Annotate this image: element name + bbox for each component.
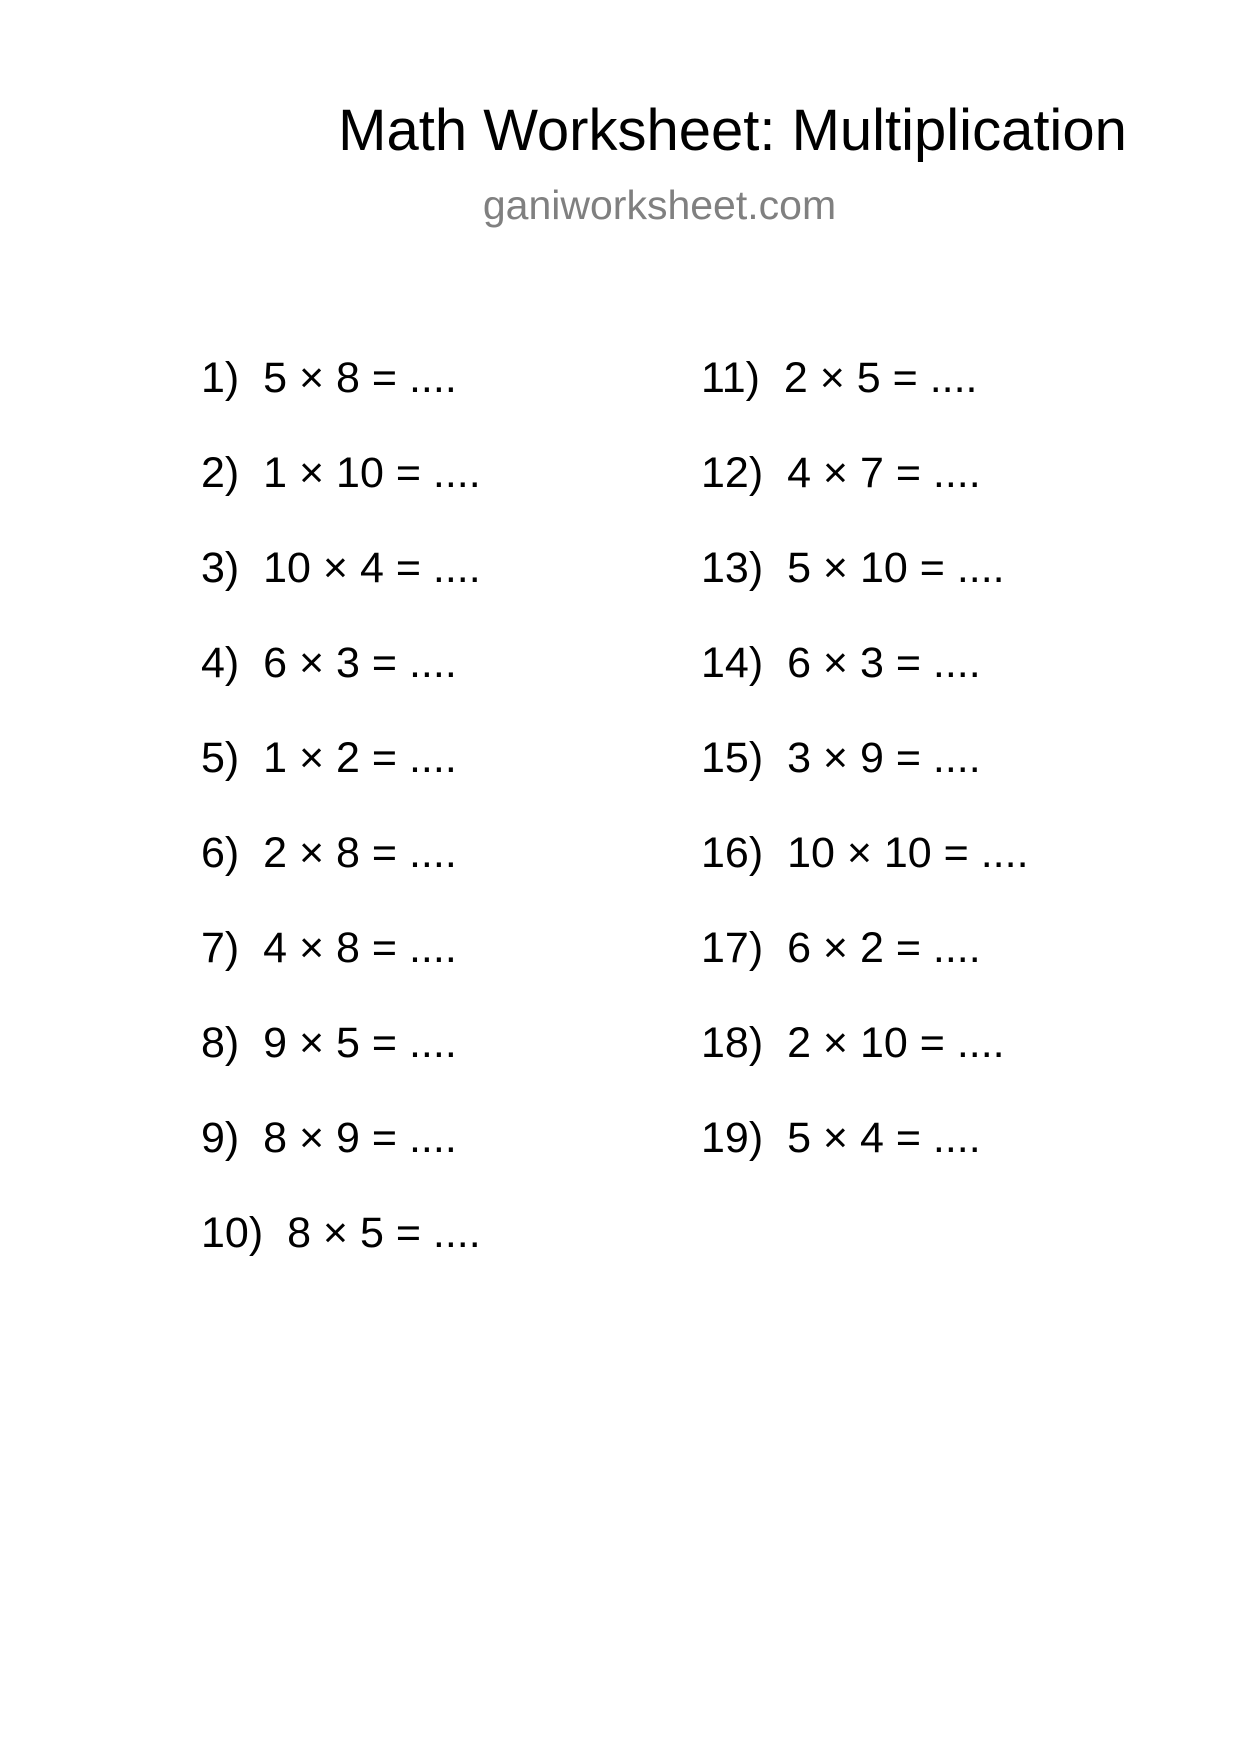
problem-number: 1) <box>201 354 240 402</box>
worksheet-title: Math Worksheet: Multiplication <box>338 98 1127 163</box>
problem-item <box>201 447 481 499</box>
problem-expression: 8 × 5 = .... <box>287 1209 481 1257</box>
problem-number: 19) <box>701 1114 764 1162</box>
problem-item <box>201 1112 457 1164</box>
problem-expression: 5 × 10 = .... <box>787 544 1005 592</box>
problem-expression: 2 × 8 = .... <box>263 829 457 877</box>
problem-number: 10) <box>201 1209 264 1257</box>
problem-expression: 10 × 10 = .... <box>787 829 1029 877</box>
problem-number: 18) <box>701 1019 764 1067</box>
problem-number: 8) <box>201 1019 240 1067</box>
problem-expression: 1 × 2 = .... <box>263 734 457 782</box>
problem-item <box>201 637 457 689</box>
problem-item <box>701 542 1005 594</box>
problem-number: 13) <box>701 544 764 592</box>
problem-expression: 3 × 9 = .... <box>787 734 981 782</box>
problem-expression: 6 × 2 = .... <box>787 924 981 972</box>
problem-expression: 5 × 4 = .... <box>787 1114 981 1162</box>
problem-item <box>701 827 1029 879</box>
problem-number: 4) <box>201 639 240 687</box>
problem-number: 2) <box>201 449 240 497</box>
problem-item <box>201 1207 481 1259</box>
problem-expression: 4 × 7 = .... <box>787 449 981 497</box>
problem-item <box>701 637 981 689</box>
problem-number: 6) <box>201 829 240 877</box>
problem-item <box>701 352 978 404</box>
problem-expression: 4 × 8 = .... <box>263 924 457 972</box>
problem-expression: 8 × 9 = .... <box>263 1114 457 1162</box>
problem-number: 7) <box>201 924 240 972</box>
problem-number: 5) <box>201 734 240 782</box>
website-label: ganiworksheet.com <box>482 182 837 228</box>
problem-expression: 1 × 10 = .... <box>263 449 481 497</box>
problem-item <box>201 1017 457 1069</box>
problem-expression: 6 × 3 = .... <box>263 639 457 687</box>
problem-expression: 6 × 3 = .... <box>787 639 981 687</box>
problem-item <box>201 352 457 404</box>
problem-item <box>701 447 981 499</box>
problem-item <box>201 542 481 594</box>
problem-number: 9) <box>201 1114 240 1162</box>
problem-number: 15) <box>701 734 764 782</box>
problem-expression: 5 × 8 = .... <box>263 354 457 402</box>
problem-number: 3) <box>201 544 240 592</box>
problem-number: 16) <box>701 829 764 877</box>
problem-item <box>201 732 457 784</box>
problem-item <box>201 922 457 974</box>
problem-item <box>701 732 981 784</box>
problem-expression: 10 × 4 = .... <box>263 544 481 592</box>
problem-expression: 2 × 10 = .... <box>787 1019 1005 1067</box>
problem-expression: 9 × 5 = .... <box>263 1019 457 1067</box>
problem-item <box>701 1112 981 1164</box>
problem-item <box>701 922 981 974</box>
problem-item <box>201 827 457 879</box>
problem-number: 11) <box>701 354 760 402</box>
problem-number: 12) <box>701 449 764 497</box>
problem-number: 17) <box>701 924 764 972</box>
problem-number: 14) <box>701 639 764 687</box>
problem-expression: 2 × 5 = .... <box>783 354 978 402</box>
problem-item <box>701 1017 1005 1069</box>
